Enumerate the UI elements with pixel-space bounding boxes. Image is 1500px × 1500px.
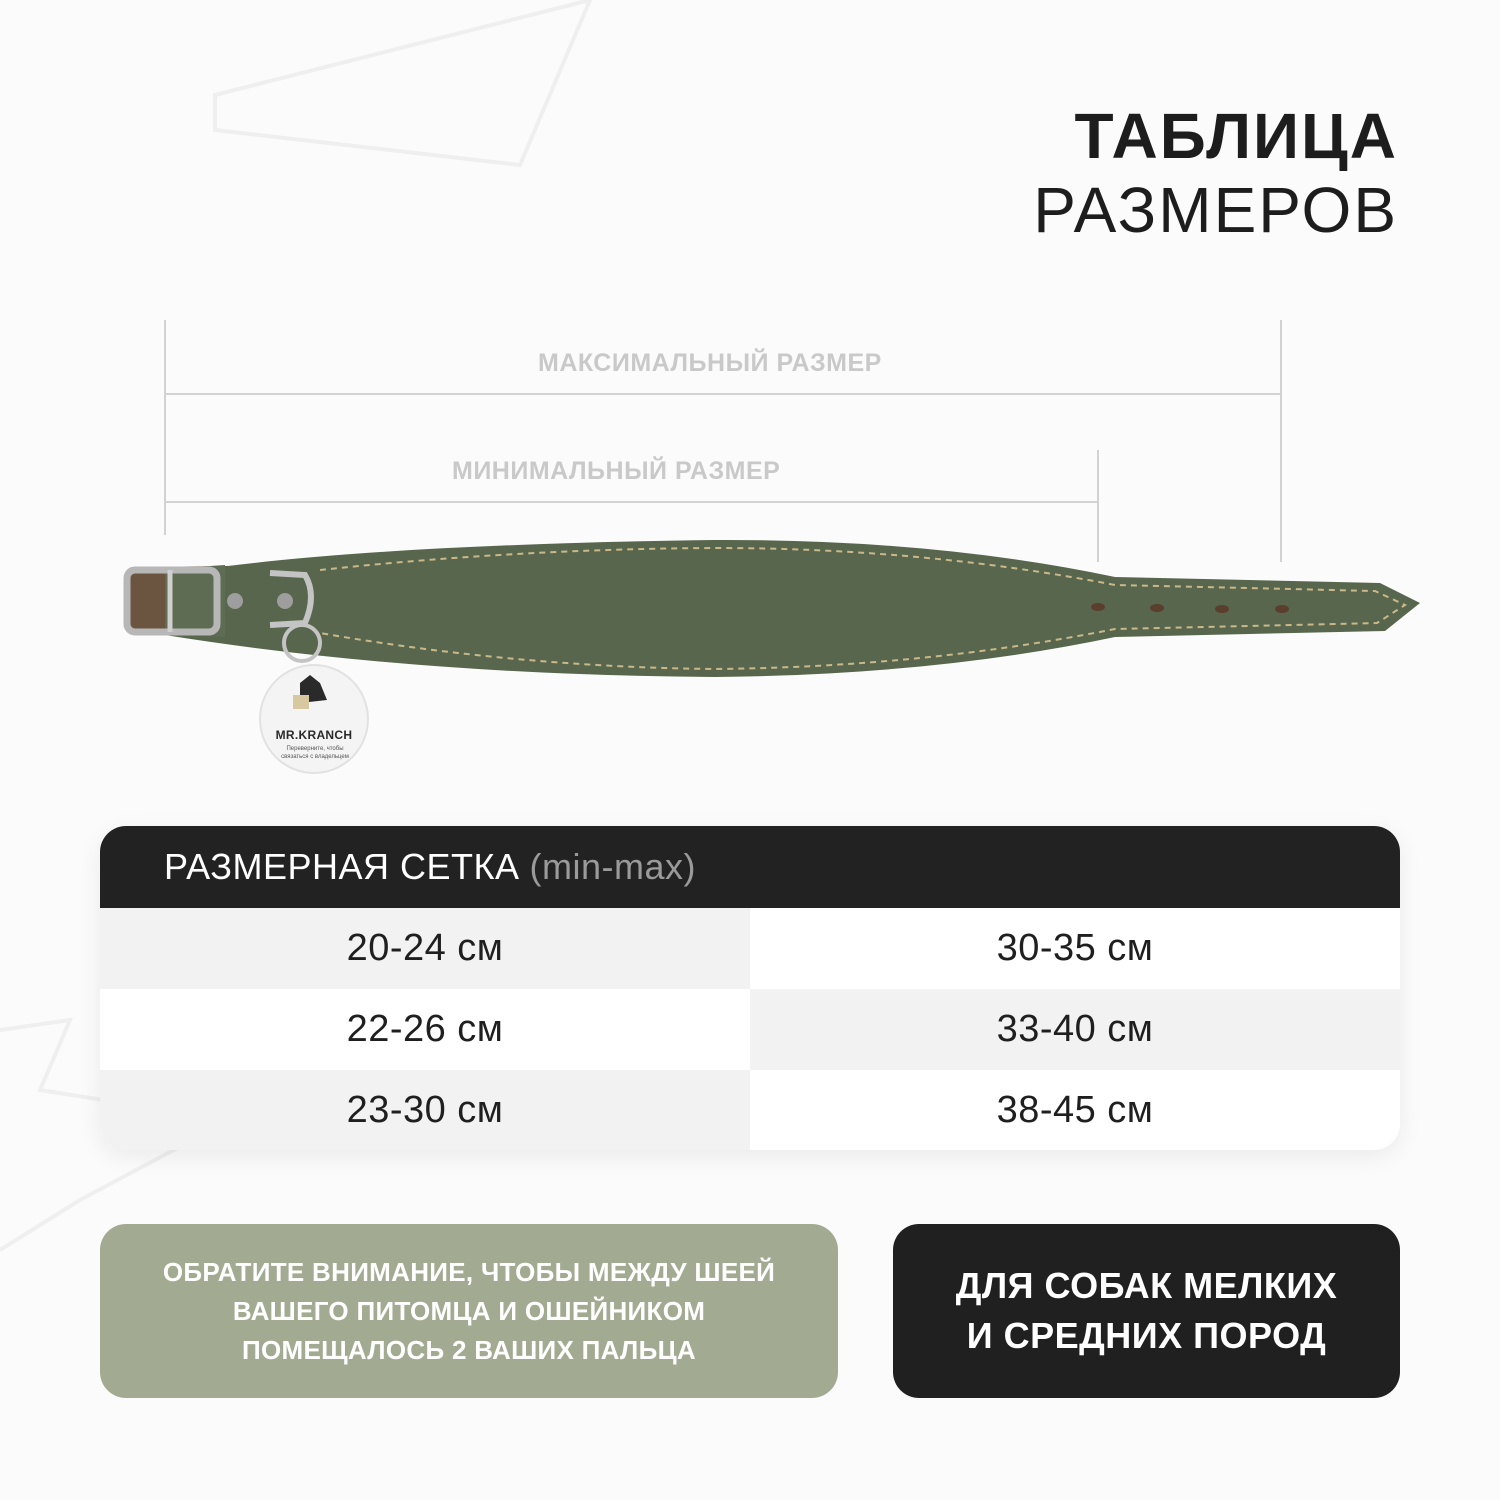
size-table-header [100,826,1400,908]
page-title [1033,100,1398,248]
tag-brand: MR.KRANCH [275,728,353,742]
min-size-label: МИНИМАЛЬНЫЙ РАЗМЕР [452,457,781,485]
size-cell: 30-35 см [750,908,1400,989]
collar-strap [165,540,1420,677]
size-table-suffix: (min-max) [529,846,696,887]
size-table [100,826,1400,1150]
fit-advice-banner [100,1224,838,1398]
size-cell: 20-24 см [100,908,750,989]
title-line-1: ТАБЛИЦА [1074,100,1398,172]
size-cell: 22-26 см [100,989,750,1070]
breed-info-banner [893,1224,1400,1398]
title-line-2: РАЗМЕРОВ [1033,174,1398,246]
breed-info-text: ДЛЯ СОБАК МЕЛКИХ И СРЕДНИХ ПОРОД [955,1265,1338,1356]
size-cell: 23-30 см [100,1070,750,1150]
tag-text: Переверните, чтобы связаться с владельцем [281,746,349,760]
size-table-title: РАЗМЕРНАЯ СЕТКА [164,846,520,887]
size-grid [100,908,1400,1150]
fit-advice-text: ОБРАТИТЕ ВНИМАНИЕ, ЧТОБЫ МЕЖДУ ШЕЕЙ ВАШЕГО ПИТОМЦА И ОШЕЙНИКОМ ПОМЕЩАЛОСЬ 2 ВАШИХ ПАЛЬЦА [162,1256,776,1365]
max-size-label: МАКСИМАЛЬНЫЙ РАЗМЕР [538,349,882,377]
size-cell: 38-45 см [750,1070,1400,1150]
size-cell: 33-40 см [750,989,1400,1070]
